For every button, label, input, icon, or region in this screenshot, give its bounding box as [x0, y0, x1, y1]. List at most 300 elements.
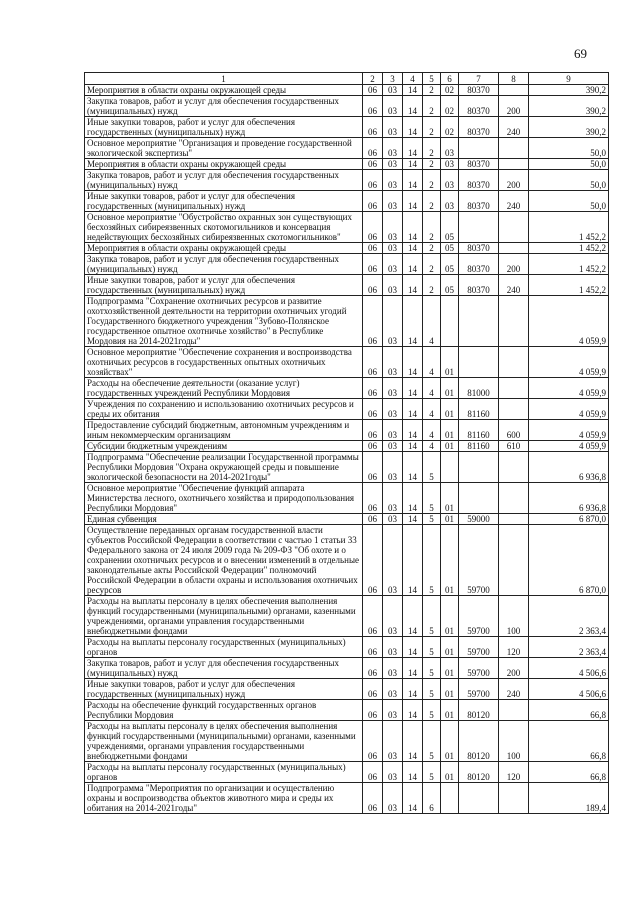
row-code: 80370 [459, 85, 499, 96]
row-code: 06 [363, 347, 383, 378]
row-description: Расходы на выплаты персоналу государственных (муниципальных) органов [85, 637, 363, 658]
row-code: 100 [499, 596, 529, 637]
row-description: Подпрограмма "Сохранение охотничьих ресурсов и развитие охотхозяйственной деятельности на территории охотничьих угодий Государственного бюджетного учреждения "Зубово-Полянское государственное опытное охотничье хозяйство" в Республике Мордовия на 2014-2021годы" [85, 296, 363, 347]
row-code: 03 [383, 514, 403, 525]
row-code: 600 [499, 420, 529, 441]
row-description: Основное мероприятие "Организация и проведение государственной экологической экспертизы" [85, 138, 363, 159]
header-cell: 4 [403, 73, 423, 85]
row-code: 14 [403, 275, 423, 296]
row-code [499, 525, 529, 596]
row-code: 14 [403, 420, 423, 441]
row-code: 5 [423, 679, 441, 700]
row-description: Расходы на выплаты персоналу в целях обеспечения выполнения функций государственными (муниципальными) органами, казенными учреждениями, органами управления государственными внебюджетными фондами [85, 596, 363, 637]
row-code: 2 [423, 117, 441, 138]
row-code: 59700 [459, 658, 499, 679]
row-description: Иные закупки товаров, работ и услуг для обеспечения государственных (муниципальных) нужд [85, 679, 363, 700]
row-code: 610 [499, 441, 529, 452]
row-code: 2 [423, 243, 441, 254]
row-code: 14 [403, 117, 423, 138]
header-row [85, 73, 609, 85]
table-row [85, 347, 609, 378]
row-code: 03 [383, 117, 403, 138]
row-code: 120 [499, 637, 529, 658]
row-code: 80370 [459, 117, 499, 138]
header-cell: 6 [441, 73, 459, 85]
row-code: 240 [499, 679, 529, 700]
row-code: 01 [441, 399, 459, 420]
row-description: Подпрограмма "Мероприятия по организации и осуществлению охраны и воспроизводства объектов животного мира и среды их обитания на 2014-2021годы" [85, 783, 363, 814]
row-code [441, 783, 459, 814]
row-code: 06 [363, 420, 383, 441]
row-code: 06 [363, 483, 383, 514]
row-code: 14 [403, 452, 423, 483]
row-code: 03 [383, 170, 403, 191]
row-code: 06 [363, 525, 383, 596]
header-cell: 3 [383, 73, 403, 85]
table-row [85, 525, 609, 596]
row-amount: 2 363,4 [529, 596, 609, 637]
row-code: 06 [363, 514, 383, 525]
row-code: 06 [363, 783, 383, 814]
table-row [85, 191, 609, 212]
row-amount: 1 452,2 [529, 254, 609, 275]
row-code: 80370 [459, 254, 499, 275]
row-code: 5 [423, 514, 441, 525]
row-code: 81160 [459, 399, 499, 420]
row-amount: 6 870,0 [529, 525, 609, 596]
row-code: 14 [403, 783, 423, 814]
row-code: 2 [423, 138, 441, 159]
row-code: 03 [383, 441, 403, 452]
row-code: 59700 [459, 637, 499, 658]
row-code: 4 [423, 441, 441, 452]
row-code: 01 [441, 378, 459, 399]
row-code: 03 [383, 243, 403, 254]
row-description: Единая субвенция [85, 514, 363, 525]
row-amount: 390,2 [529, 117, 609, 138]
row-code: 59700 [459, 525, 499, 596]
row-code: 200 [499, 658, 529, 679]
row-code: 14 [403, 170, 423, 191]
row-amount: 50,0 [529, 138, 609, 159]
row-amount: 4 506,6 [529, 658, 609, 679]
table-row [85, 159, 609, 170]
table-row [85, 138, 609, 159]
row-amount: 50,0 [529, 170, 609, 191]
header-cell: 7 [459, 73, 499, 85]
row-code: 14 [403, 514, 423, 525]
row-code: 59700 [459, 596, 499, 637]
table-row [85, 596, 609, 637]
row-code: 80370 [459, 170, 499, 191]
row-description: Расходы на обеспечение деятельности (оказание услуг) государственных учреждений Республики Мордовия [85, 378, 363, 399]
row-code [499, 296, 529, 347]
row-code: 06 [363, 96, 383, 117]
row-code [499, 243, 529, 254]
row-code: 80120 [459, 762, 499, 783]
row-code: 03 [383, 420, 403, 441]
row-code: 06 [363, 138, 383, 159]
row-code: 06 [363, 296, 383, 347]
row-code: 14 [403, 191, 423, 212]
table-row [85, 783, 609, 814]
row-code: 200 [499, 170, 529, 191]
row-code: 80370 [459, 96, 499, 117]
row-code [499, 212, 529, 243]
table-row [85, 275, 609, 296]
row-code: 06 [363, 679, 383, 700]
row-code: 80120 [459, 700, 499, 721]
row-code: 14 [403, 637, 423, 658]
row-description: Субсидии бюджетным учреждениям [85, 441, 363, 452]
row-code: 06 [363, 721, 383, 762]
row-code: 81000 [459, 378, 499, 399]
row-code [499, 138, 529, 159]
table-row [85, 399, 609, 420]
row-code: 03 [383, 275, 403, 296]
row-code [441, 296, 459, 347]
row-description: Предоставление субсидий бюджетным, автономным учреждениям и иным некоммерческим организациям [85, 420, 363, 441]
row-code: 01 [441, 514, 459, 525]
table-row [85, 378, 609, 399]
row-amount: 66,8 [529, 762, 609, 783]
table-row [85, 212, 609, 243]
row-code: 14 [403, 378, 423, 399]
row-description: Иные закупки товаров, работ и услуг для обеспечения государственных (муниципальных) нужд [85, 191, 363, 212]
header-cell: 1 [85, 73, 363, 85]
row-code: 14 [403, 679, 423, 700]
row-code: 03 [441, 159, 459, 170]
row-code: 4 [423, 378, 441, 399]
row-code: 06 [363, 762, 383, 783]
row-code: 14 [403, 96, 423, 117]
table-row [85, 420, 609, 441]
table-row [85, 117, 609, 138]
budget-table [84, 72, 609, 814]
row-code: 01 [441, 441, 459, 452]
row-code: 06 [363, 212, 383, 243]
row-code: 14 [403, 212, 423, 243]
row-code: 5 [423, 525, 441, 596]
row-code: 02 [441, 96, 459, 117]
row-code: 200 [499, 254, 529, 275]
row-code: 03 [383, 721, 403, 762]
row-code: 14 [403, 138, 423, 159]
row-code: 06 [363, 85, 383, 96]
row-code: 14 [403, 85, 423, 96]
row-code: 14 [403, 399, 423, 420]
row-code: 06 [363, 254, 383, 275]
header-cell: 8 [499, 73, 529, 85]
row-description: Закупка товаров, работ и услуг для обеспечения государственных (муниципальных) нужд [85, 254, 363, 275]
table-row [85, 254, 609, 275]
row-code: 03 [383, 762, 403, 783]
row-code: 240 [499, 191, 529, 212]
row-code: 14 [403, 483, 423, 514]
row-code: 06 [363, 378, 383, 399]
row-code: 01 [441, 525, 459, 596]
row-code: 01 [441, 658, 459, 679]
table-row [85, 762, 609, 783]
row-code: 06 [363, 243, 383, 254]
row-code: 01 [441, 420, 459, 441]
row-code: 05 [441, 275, 459, 296]
row-code: 81160 [459, 420, 499, 441]
row-code: 03 [383, 378, 403, 399]
row-code [459, 138, 499, 159]
row-description: Расходы на выплаты персоналу в целях обеспечения выполнения функций государственными (муниципальными) органами, казенными учреждениями, органами управления государственными внебюджетными фондами [85, 721, 363, 762]
row-code: 4 [423, 347, 441, 378]
row-amount: 390,2 [529, 96, 609, 117]
row-code: 05 [441, 254, 459, 275]
row-description: Иные закупки товаров, работ и услуг для обеспечения государственных (муниципальных) нужд [85, 117, 363, 138]
row-code: 14 [403, 159, 423, 170]
table-row [85, 85, 609, 96]
row-code: 2 [423, 170, 441, 191]
row-code: 14 [403, 347, 423, 378]
row-description: Учреждения по сохранению и использованию охотничьих ресурсов и среды их обитания [85, 399, 363, 420]
row-code: 5 [423, 762, 441, 783]
row-amount: 4 059,9 [529, 399, 609, 420]
row-code: 2 [423, 191, 441, 212]
row-code [459, 483, 499, 514]
row-amount: 4 059,9 [529, 296, 609, 347]
row-code: 14 [403, 296, 423, 347]
table-row [85, 637, 609, 658]
row-amount: 2 363,4 [529, 637, 609, 658]
row-amount: 189,4 [529, 783, 609, 814]
row-amount: 1 452,2 [529, 275, 609, 296]
row-code: 01 [441, 700, 459, 721]
row-code: 14 [403, 700, 423, 721]
row-code: 03 [383, 138, 403, 159]
row-description: Основное мероприятие "Обустройство охранных зон существующих бесхозяйных сибиреязвенных скотомогильников и консервация недействующих бесхозяйных сибиреязвенных скотомогильников" [85, 212, 363, 243]
table-row [85, 96, 609, 117]
row-code: 2 [423, 212, 441, 243]
row-amount: 1 452,2 [529, 243, 609, 254]
row-description: Мероприятия в области охраны окружающей среды [85, 243, 363, 254]
row-code: 03 [441, 170, 459, 191]
row-code [499, 452, 529, 483]
row-code: 03 [383, 658, 403, 679]
row-code: 06 [363, 441, 383, 452]
row-code: 03 [383, 452, 403, 483]
row-code: 80370 [459, 243, 499, 254]
row-code: 80120 [459, 721, 499, 762]
row-code: 14 [403, 596, 423, 637]
row-code [499, 514, 529, 525]
row-code: 03 [383, 783, 403, 814]
row-description: Закупка товаров, работ и услуг для обеспечения государственных (муниципальных) нужд [85, 658, 363, 679]
row-code [459, 452, 499, 483]
row-code [459, 783, 499, 814]
header-cell: 2 [363, 73, 383, 85]
row-code: 06 [363, 159, 383, 170]
header-cell: 5 [423, 73, 441, 85]
row-code: 03 [383, 679, 403, 700]
row-code: 2 [423, 275, 441, 296]
row-code: 14 [403, 762, 423, 783]
row-code: 81160 [459, 441, 499, 452]
row-code [499, 85, 529, 96]
row-code: 03 [383, 191, 403, 212]
row-code: 03 [383, 296, 403, 347]
row-code: 03 [383, 700, 403, 721]
row-code: 06 [363, 170, 383, 191]
header-cell: 9 [529, 73, 609, 85]
row-description: Мероприятия в области охраны окружающей среды [85, 159, 363, 170]
row-code: 2 [423, 96, 441, 117]
row-code: 4 [423, 296, 441, 347]
row-code: 06 [363, 700, 383, 721]
row-code [459, 212, 499, 243]
row-code: 14 [403, 243, 423, 254]
row-amount: 50,0 [529, 159, 609, 170]
row-code: 03 [383, 483, 403, 514]
row-code: 01 [441, 637, 459, 658]
row-code: 06 [363, 658, 383, 679]
table-row [85, 441, 609, 452]
row-code: 5 [423, 700, 441, 721]
table-body [85, 85, 609, 814]
row-code [499, 700, 529, 721]
row-code: 5 [423, 721, 441, 762]
row-code: 4 [423, 420, 441, 441]
row-code: 240 [499, 275, 529, 296]
row-code: 03 [441, 138, 459, 159]
row-code: 80370 [459, 275, 499, 296]
row-code: 6 [423, 783, 441, 814]
row-code: 01 [441, 762, 459, 783]
row-code: 06 [363, 191, 383, 212]
row-code: 06 [363, 399, 383, 420]
table-row [85, 243, 609, 254]
row-code: 100 [499, 721, 529, 762]
row-amount: 66,8 [529, 721, 609, 762]
row-code: 03 [383, 596, 403, 637]
row-code: 120 [499, 762, 529, 783]
row-code: 14 [403, 658, 423, 679]
row-description: Основное мероприятие "Обеспечение функций аппарата Министерства лесного, охотничьего хозяйства и природопользования Республики Мордовия" [85, 483, 363, 514]
row-amount: 4 059,9 [529, 378, 609, 399]
row-description: Подпрограмма "Обеспечение реализации Государственной программы Республики Мордовия "Охрана окружающей среды и повышение экологической безопасности на 2014-2021годы" [85, 452, 363, 483]
row-code: 03 [383, 159, 403, 170]
row-code [499, 378, 529, 399]
row-amount: 390,2 [529, 85, 609, 96]
row-description: Осуществление переданных органам государственной власти субъектов Российской Федерации в соответствии с частью 1 статьи 33 Федерального закона от 24 июля 2009 года № 209-ФЗ "Об охоте и о сохранении охотничьих ресурсов и о внесении изменений в отдельные законодательные акты Российской Федерации" полномочий Российской Федерации в области охраны и использования охотничьих ресурсов [85, 525, 363, 596]
row-code: 06 [363, 637, 383, 658]
row-code: 03 [383, 96, 403, 117]
row-code: 240 [499, 117, 529, 138]
row-code: 06 [363, 452, 383, 483]
row-code [499, 399, 529, 420]
row-description: Иные закупки товаров, работ и услуг для обеспечения государственных (муниципальных) нужд [85, 275, 363, 296]
row-amount: 4 506,6 [529, 679, 609, 700]
row-description: Мероприятия в области охраны окружающей среды [85, 85, 363, 96]
row-amount: 66,8 [529, 700, 609, 721]
table-row [85, 514, 609, 525]
table-row [85, 721, 609, 762]
row-code [499, 483, 529, 514]
row-amount: 4 059,9 [529, 347, 609, 378]
row-code: 14 [403, 525, 423, 596]
row-code: 200 [499, 96, 529, 117]
row-code: 01 [441, 483, 459, 514]
row-code: 5 [423, 596, 441, 637]
row-code: 03 [383, 347, 403, 378]
row-code: 06 [363, 275, 383, 296]
row-description: Закупка товаров, работ и услуг для обеспечения государственных (муниципальных) нужд [85, 96, 363, 117]
row-code: 14 [403, 254, 423, 275]
row-code: 01 [441, 347, 459, 378]
page-number: 69 [574, 46, 587, 61]
row-code [459, 296, 499, 347]
row-code: 2 [423, 159, 441, 170]
row-code: 01 [441, 679, 459, 700]
row-code: 05 [441, 212, 459, 243]
row-code: 4 [423, 399, 441, 420]
row-code [441, 452, 459, 483]
row-code: 03 [383, 525, 403, 596]
row-code: 2 [423, 254, 441, 275]
row-amount: 50,0 [529, 191, 609, 212]
row-code: 5 [423, 658, 441, 679]
row-code: 14 [403, 441, 423, 452]
row-code [499, 783, 529, 814]
row-amount: 1 452,2 [529, 212, 609, 243]
row-code [499, 159, 529, 170]
row-code: 05 [441, 243, 459, 254]
table-header [85, 73, 609, 85]
row-code: 5 [423, 483, 441, 514]
table-row [85, 296, 609, 347]
table-row [85, 483, 609, 514]
row-description: Расходы на обеспечение функций государственных органов Республики Мордовия [85, 700, 363, 721]
row-code: 03 [383, 85, 403, 96]
table-row [85, 170, 609, 191]
row-description: Расходы на выплаты персоналу государственных (муниципальных) органов [85, 762, 363, 783]
table-row [85, 658, 609, 679]
row-code: 5 [423, 637, 441, 658]
row-code: 59700 [459, 679, 499, 700]
row-code [459, 347, 499, 378]
row-code: 03 [383, 399, 403, 420]
row-code: 02 [441, 85, 459, 96]
row-amount: 4 059,9 [529, 420, 609, 441]
row-code: 03 [383, 637, 403, 658]
row-code: 02 [441, 117, 459, 138]
table-row [85, 452, 609, 483]
table-row [85, 700, 609, 721]
row-code: 03 [441, 191, 459, 212]
table-row [85, 679, 609, 700]
row-amount: 6 870,0 [529, 514, 609, 525]
row-code: 14 [403, 721, 423, 762]
row-code: 80370 [459, 191, 499, 212]
row-amount: 4 059,9 [529, 441, 609, 452]
row-code: 59000 [459, 514, 499, 525]
row-code: 80370 [459, 159, 499, 170]
row-code [499, 347, 529, 378]
row-description: Основное мероприятие "Обеспечение сохранения и воспроизводства охотничьих ресурсов в государственных опытных охотничьих хозяйствах" [85, 347, 363, 378]
row-description: Закупка товаров, работ и услуг для обеспечения государственных (муниципальных) нужд [85, 170, 363, 191]
row-code: 06 [363, 117, 383, 138]
row-code: 2 [423, 85, 441, 96]
row-code: 03 [383, 212, 403, 243]
row-amount: 6 936,8 [529, 452, 609, 483]
row-code: 03 [383, 254, 403, 275]
row-amount: 6 936,8 [529, 483, 609, 514]
